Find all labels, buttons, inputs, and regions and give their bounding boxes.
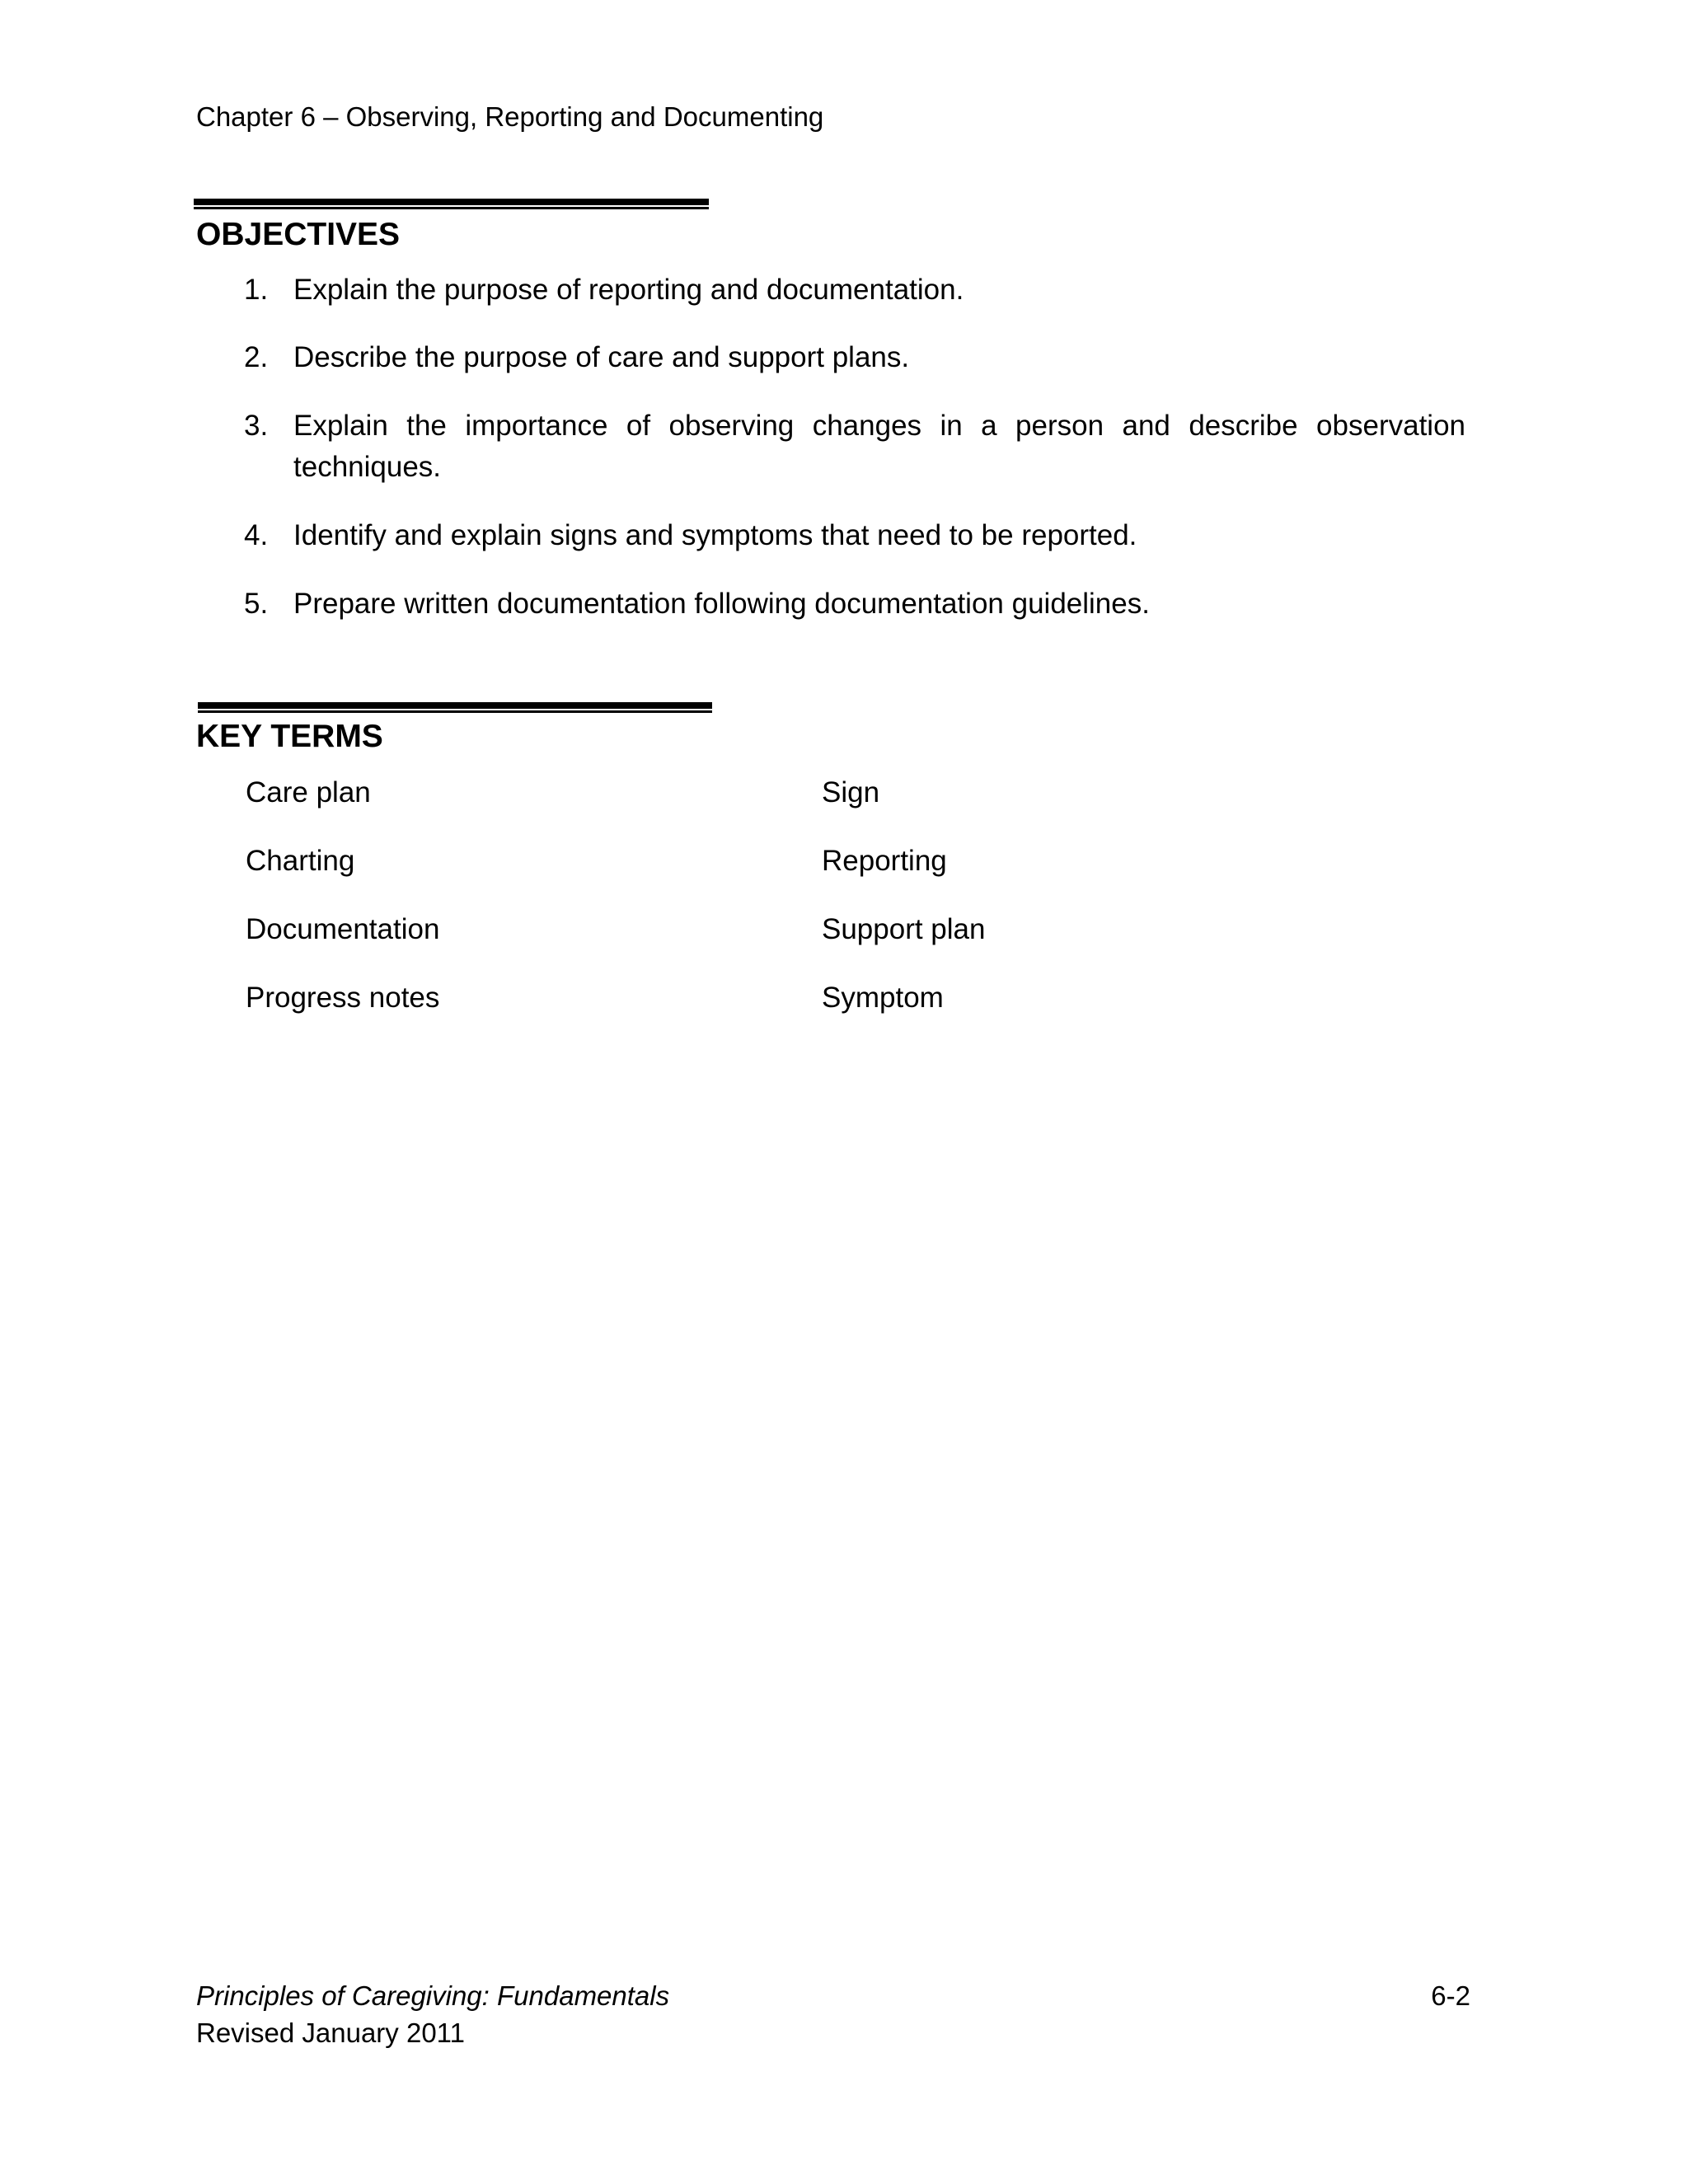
objective-number: 5. [244,588,269,620]
objective-text: Explain the purpose of reporting and documentation. [293,274,964,306]
objectives-heading: OBJECTIVES [196,217,401,252]
objective-number: 4. [244,519,269,551]
page-number: 6-2 [1431,1980,1470,2011]
key-term: Support plan [822,913,986,945]
key-terms-divider [198,702,712,713]
footer-revised-date: Revised January 2011 [196,2018,465,2048]
key-term: Reporting [822,845,947,877]
key-term: Care plan [246,776,371,808]
objective-text: Identify and explain signs and symptoms that need to be reported. [293,519,1137,551]
objective-text: Explain the importance of observing changes in a person and describe observation techniques. [293,410,1465,483]
objectives-divider [194,199,709,209]
key-term: Sign [822,776,880,808]
objective-number: 3. [244,410,269,442]
objective-text: Prepare written documentation following documentation guidelines. [293,588,1150,620]
objective-number: 2. [244,341,269,373]
key-term: Progress notes [246,982,440,1014]
chapter-header: Chapter 6 – Observing, Reporting and Documenting [196,101,824,132]
footer-book-title: Principles of Caregiving: Fundamentals [196,1980,670,2011]
key-term: Charting [246,845,355,877]
objective-text: Describe the purpose of care and support plans. [293,341,910,373]
key-term: Symptom [822,982,944,1014]
objective-number: 1. [244,274,269,306]
key-terms-heading: KEY TERMS [196,719,383,754]
key-term: Documentation [246,913,440,945]
